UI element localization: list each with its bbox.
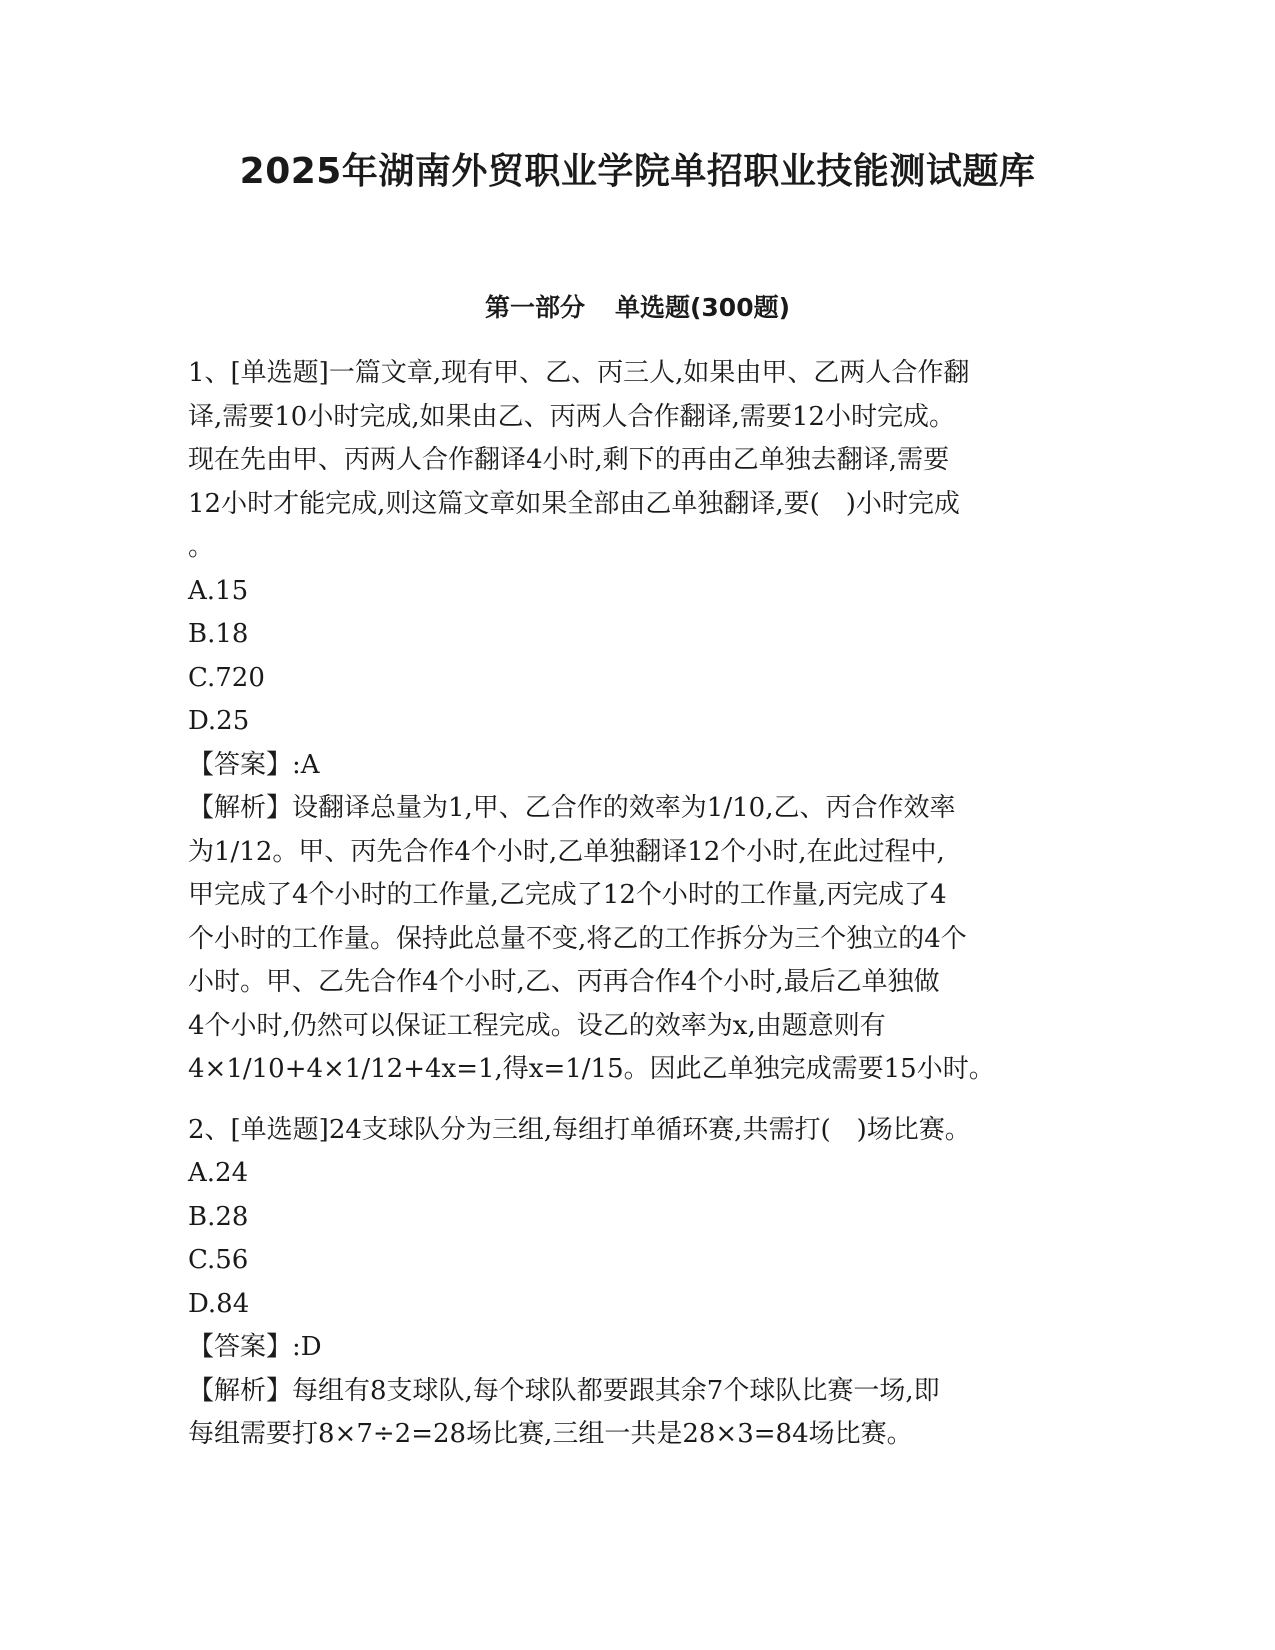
question-stem-line: 2、[单选题]24支球队分为三组,每组打单循环赛,共需打( )场比赛。 (188, 1114, 971, 1145)
analysis-line: 每组需要打8×7÷2=28场比赛,三组一共是28×3=84场比赛。 (188, 1419, 913, 1449)
question-stem-line: 1、[单选题]一篇文章,现有甲、乙、丙三人,如果由甲、乙两人合作翻 (188, 358, 970, 388)
question-stem-line: 现在先由甲、丙两人合作翻译4小时,剩下的再由乙单独去翻译,需要 (188, 445, 950, 475)
section-heading (0, 290, 1275, 326)
analysis-line: 甲完成了4个小时的工作量,乙完成了12个小时的工作量,丙完成了4 (188, 880, 947, 910)
analysis-line: 4×1/10+4×1/12+4x=1,得x=1/15。因此乙单独完成需要15小时。 (188, 1054, 995, 1084)
option-a: A.24 (188, 1158, 249, 1188)
analysis-line: 4个小时,仍然可以保证工程完成。设乙的效率为x,由题意则有 (188, 1010, 886, 1041)
answer-line: 【答案】:A (188, 749, 320, 780)
section-name: 单选题(300题) (614, 293, 791, 322)
answer-line: 【答案】:D (188, 1332, 322, 1362)
analysis-line: 个小时的工作量。保持此总量不变,将乙的工作拆分为三个独立的4个 (188, 923, 967, 954)
option-c: C.720 (188, 662, 265, 693)
option-c: C.56 (188, 1245, 249, 1275)
document-title: 2025年湖南外贸职业学院单招职业技能测试题库 (239, 151, 1036, 192)
question-2 (188, 1109, 1086, 1457)
option-b: B.18 (188, 619, 249, 649)
question-stem-line: 12小时才能完成,则这篇文章如果全部由乙单独翻译,要( )小时完成 (188, 488, 960, 519)
option-d: D.84 (188, 1288, 250, 1319)
analysis-line: 【解析】每组有8支球队,每个球队都要跟其余7个球队比赛一场,即 (188, 1375, 940, 1406)
section-part: 第一部分 (484, 293, 585, 322)
option-a: A.15 (188, 575, 249, 606)
question-list (188, 352, 1086, 1457)
question-stem-line: 译,需要10小时完成,如果由乙、丙两人合作翻译,需要12小时完成。 (188, 401, 955, 432)
option-d: D.25 (188, 706, 250, 736)
analysis-line: 【解析】设翻译总量为1,甲、乙合作的效率为1/10,乙、丙合作效率 (188, 793, 956, 823)
option-b: B.28 (188, 1201, 249, 1232)
question-stem-line: 。 (188, 532, 215, 562)
analysis-line: 为1/12。甲、丙先合作4个小时,乙单独翻译12个小时,在此过程中, (188, 836, 945, 867)
question-1 (188, 352, 1086, 1092)
analysis-line: 小时。甲、乙先合作4个小时,乙、丙再合作4个小时,最后乙单独做 (188, 967, 940, 997)
